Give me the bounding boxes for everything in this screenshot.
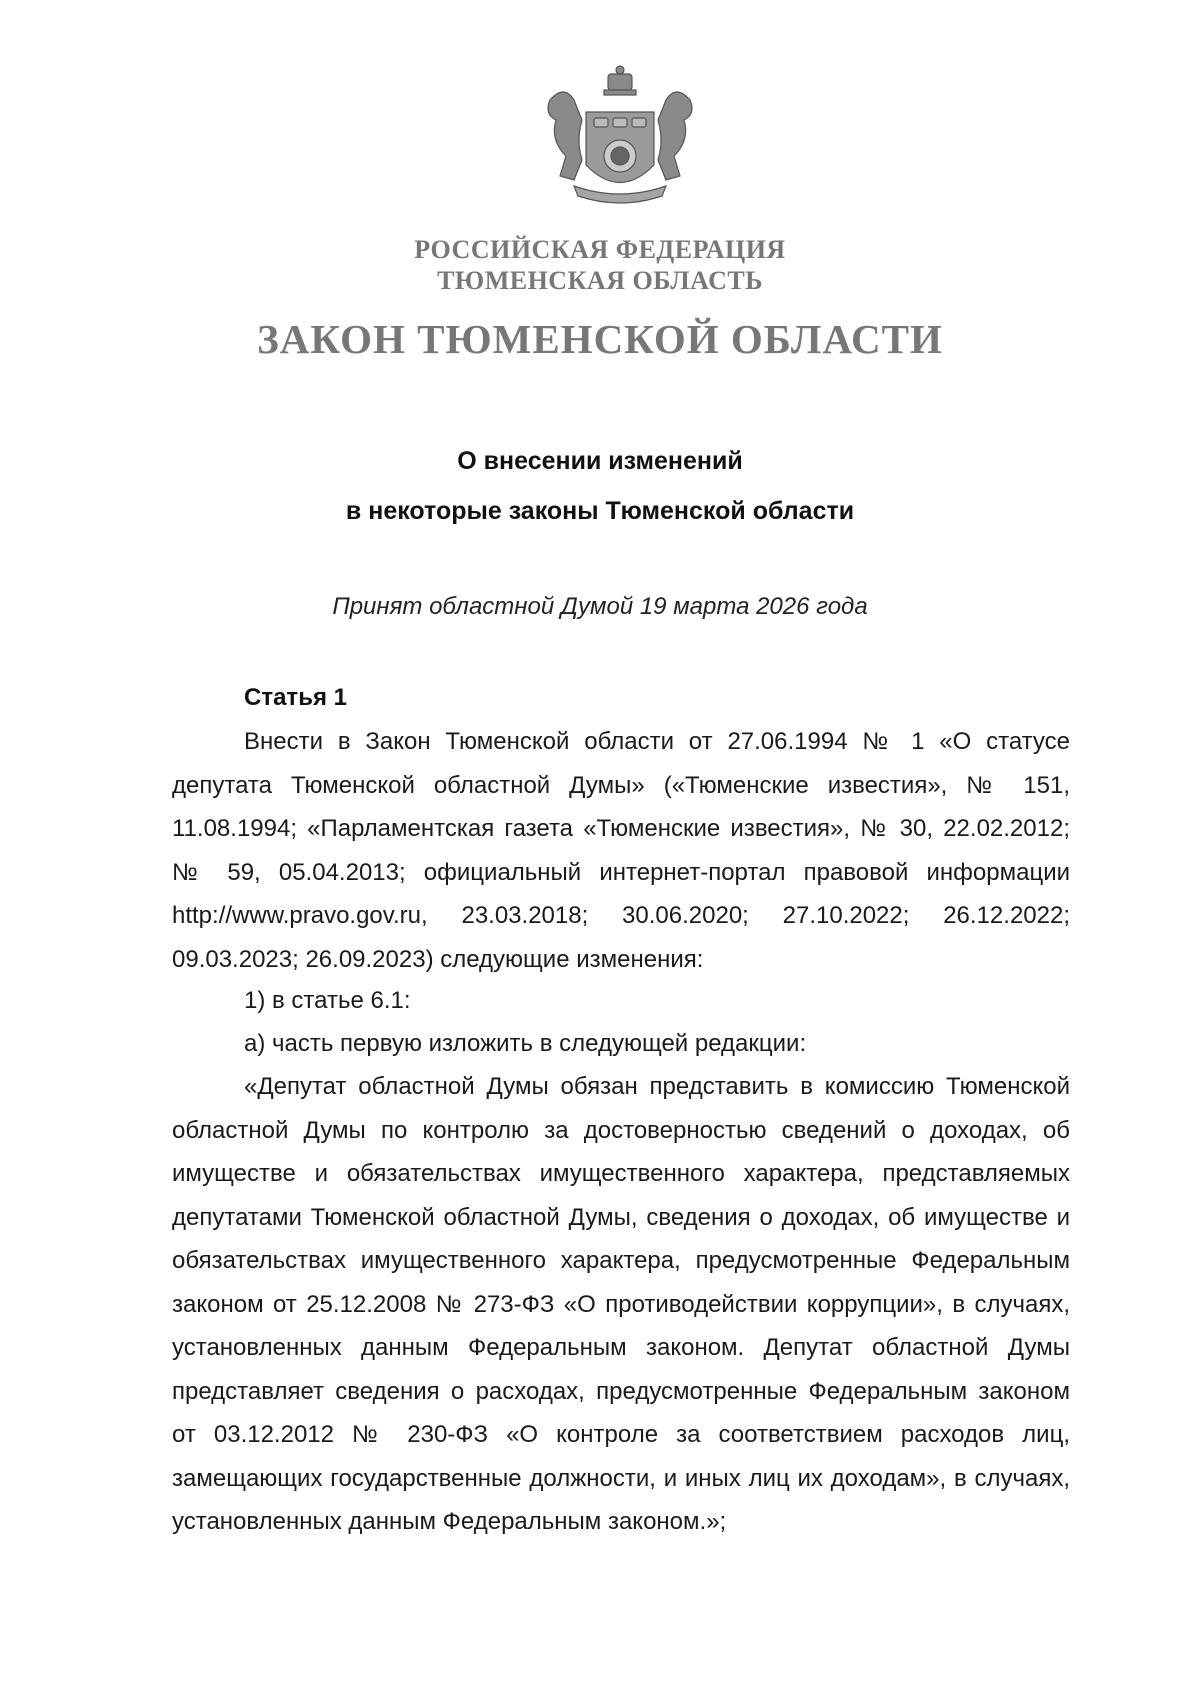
paragraph-quote: «Депутат областной Думы обязан представить в комиссию Тюменской областной Думы по контролю за достоверностью сведений о доходах, об имуществе и обязательствах имущественного характера, представляемых депутатами Тюменской областной Думы, сведения о доходах, об имуществе и обязательствах имущественного характера, предусмотренные Федеральным законом от 25.12.2008 № 273-ФЗ «О противодействии коррупции», в случаях, установленных данным Федеральным законом. Депутат областной Думы представляет сведения о расходах, предусмотренные Федеральным законом от 03.12.2012 № 230-ФЗ «О контроле за соответствием расходов лиц, замещающих государственные должности, и иных лиц их доходам», в случаях, установленных данным Федеральным законом.»;: [172, 1073, 1070, 1535]
document-title-line-2: в некоторые законы Тюменской области: [345, 497, 855, 525]
header-country: РОССИЙСКАЯ ФЕДЕРАЦИЯ: [414, 235, 786, 264]
paragraph-intro: Внести в Закон Тюменской области от 27.06.1994 № 1 «О статусе депутата Тюменской областной Думы» («Тюменские известия», № 151, 11.08.1994; «Парламентская газета «Тюменские известия», № 30, 22.02.2012; № 59, 05.04.2013; официальный интернет-портал правовой информации http://www.pravo.gov.ru, 23.03.2018; 30.06.2020; 27.10.2022; 26.12.2022; 09.03.2023; 26.09.2023) следующие изменения:: [172, 728, 1070, 973]
document-title-line-1: О внесении изменений: [457, 447, 743, 475]
paragraph-item-1: 1) в статье 6.1:: [244, 987, 411, 1014]
adoption-note: Принят областной Думой 19 марта 2026 года: [332, 593, 868, 620]
header-law-type: ЗАКОН ТЮМЕНСКОЙ ОБЛАСТИ: [257, 316, 943, 362]
coat-of-arms-icon: [530, 60, 710, 210]
article-heading: Статья 1: [244, 684, 347, 711]
header-region: ТЮМЕНСКАЯ ОБЛАСТЬ: [437, 266, 763, 295]
paragraph-item-a: а) часть первую изложить в следующей редакции:: [244, 1030, 807, 1057]
